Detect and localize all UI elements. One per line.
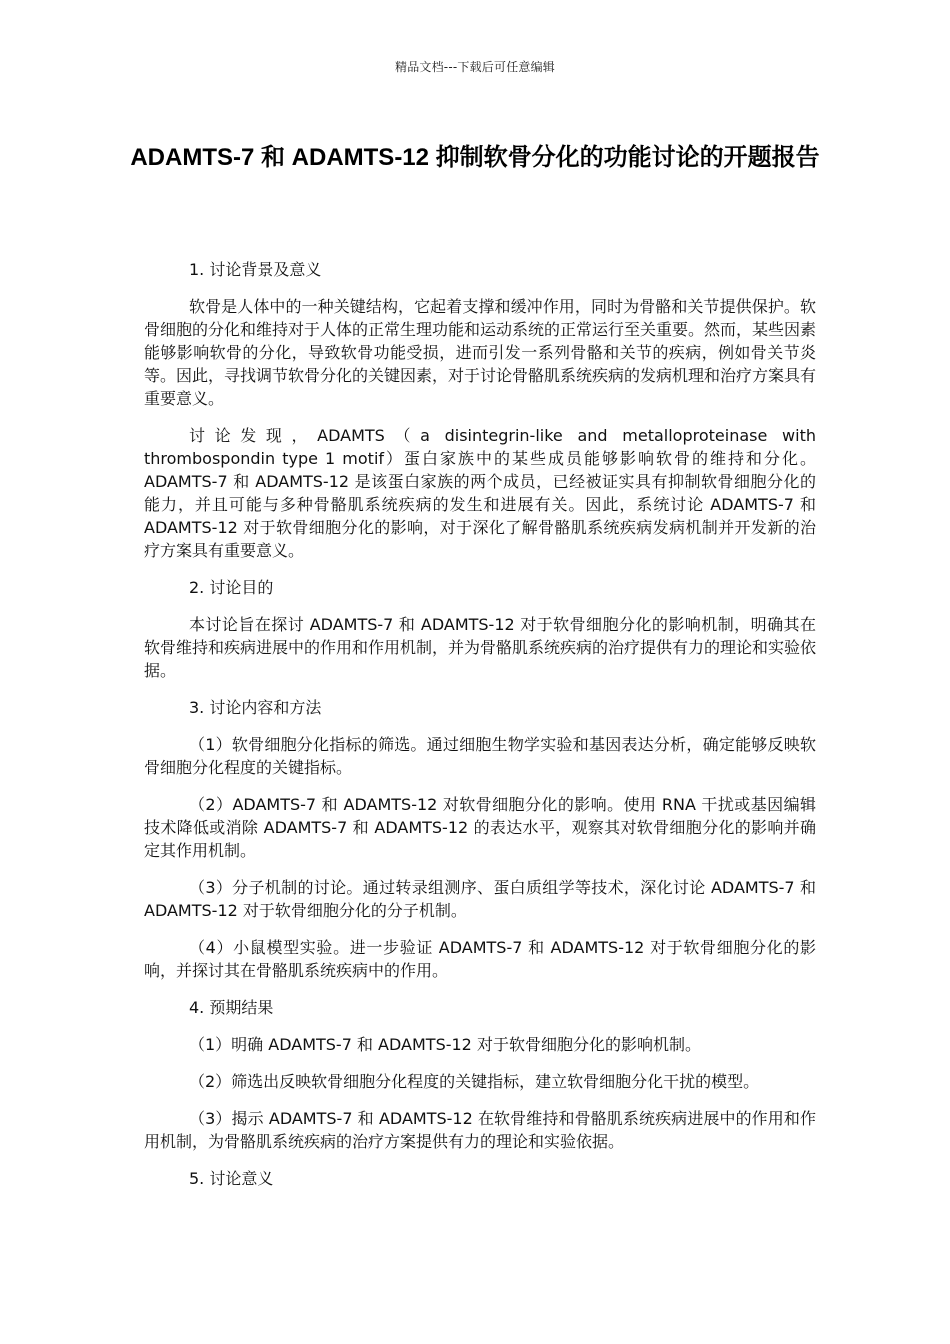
section-heading-expected-results: 4. 预期结果 (189, 998, 274, 1017)
methods-item-1: （1）软骨细胞分化指标的筛选。通过细胞生物学实验和基因表达分析，确定能够反映软骨细胞分化程度的关键指标。 (144, 735, 816, 777)
paragraph-background-2: 讨论发现，ADAMTS（a disintegrin-like and metalloproteinase with thrombospondin type 1 motif）蛋白家族中的某些成员能够影响软骨的维持和分化。ADAMTS-7 和 ADAMTS-12 是该蛋白家族的两个成员，已经被证实具有抑制软骨细胞分化的能力，并且可能与多种骨骼肌系统疾病的发生和进展有关。因此，系统讨论 ADAMTS-7 和 ADAMTS-12 对于软骨细胞分化的影响，对于深化了解骨骼肌系统疾病发病机制并开发新的治疗方案具有重要意义。 (144, 426, 816, 560)
paragraph-purpose: 本讨论旨在探讨 ADAMTS-7 和 ADAMTS-12 对于软骨细胞分化的影响机制，明确其在软骨维持和疾病进展中的作用和作用机制，并为骨骼肌系统疾病的治疗提供有力的理论和实验依据。 (144, 615, 817, 680)
section-heading-significance: 5. 讨论意义 (189, 1169, 274, 1188)
section-heading-background: 1. 讨论背景及意义 (189, 260, 322, 279)
methods-item-3: （3）分子机制的讨论。通过转录组测序、蛋白质组学等技术，深化讨论 ADAMTS-7 和 ADAMTS-12 对于软骨细胞分化的分子机制。 (144, 878, 816, 920)
header-note: 精品文档---下载后可任意编辑 (395, 60, 555, 74)
results-item-3: （3）揭示 ADAMTS-7 和 ADAMTS-12 在软骨维持和骨骼肌系统疾病进展中的作用和作用机制，为骨骼肌系统疾病的治疗方案提供有力的理论和实验依据。 (144, 1109, 816, 1151)
paragraph-background-1: 软骨是人体中的一种关键结构，它起着支撑和缓冲作用，同时为骨骼和关节提供保护。软骨细胞的分化和维持对于人体的正常生理功能和运动系统的正常运行至关重要。然而，某些因素能够影响软骨的分化，导致软骨功能受损，进而引发一系列骨骼和关节的疾病，例如骨关节炎等。因此，寻找调节软骨分化的关键因素，对于讨论骨骼肌系统疾病的发病机理和治疗方案具有重要意义。 (144, 297, 817, 408)
section-heading-methods: 3. 讨论内容和方法 (189, 698, 322, 717)
results-item-1: （1）明确 ADAMTS-7 和 ADAMTS-12 对于软骨细胞分化的影响机制。 (189, 1035, 701, 1054)
methods-item-4: （4）小鼠模型实验。进一步验证 ADAMTS-7 和 ADAMTS-12 对于软骨细胞分化的影响，并探讨其在骨骼肌系统疾病中的作用。 (144, 938, 816, 980)
results-item-2: （2）筛选出反映软骨细胞分化程度的关键指标，建立软骨细胞分化干扰的模型。 (189, 1072, 760, 1091)
document-body (144, 258, 816, 1204)
methods-item-2: （2）ADAMTS-7 和 ADAMTS-12 对软骨细胞分化的影响。使用 RNA 干扰或基因编辑技术降低或消除 ADAMTS-7 和 ADAMTS-12 的表达水平，观察其对软骨细胞分化的影响并确定其作用机制。 (144, 795, 816, 860)
document-title: ADAMTS-7 和 ADAMTS-12 抑制软骨分化的功能讨论的开题报告 (130, 144, 820, 171)
section-heading-purpose: 2. 讨论目的 (189, 578, 274, 597)
